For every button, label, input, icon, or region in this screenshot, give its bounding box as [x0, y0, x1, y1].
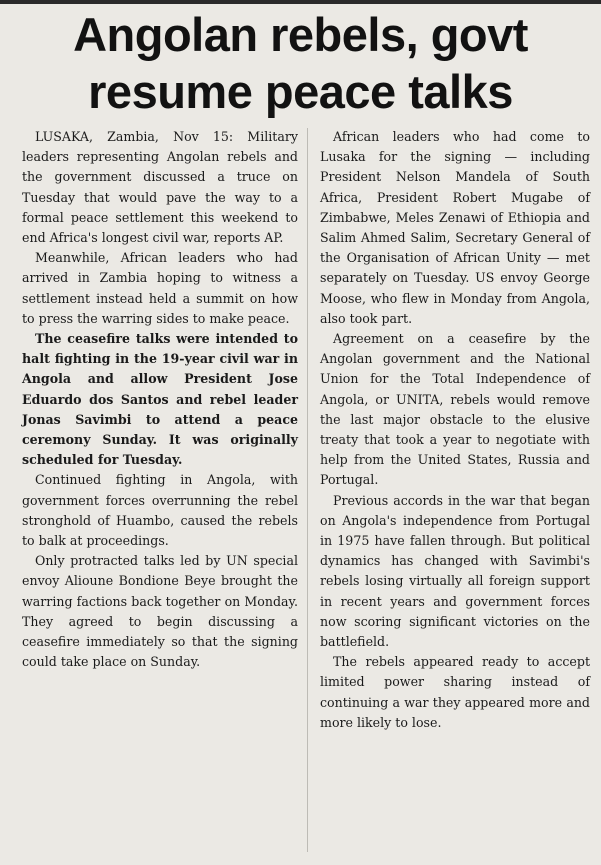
- paragraph: Previous accords in the war that began on Angola's independence from Portugal in 1975 have fallen through. But political dynamics has changed with Savimbi's rebels losing virtually all foreign support in recent years and government forces now scoring significant victories on the battlefield.: [320, 492, 590, 650]
- paragraph: African leaders who had come to Lusaka for the signing — including President Nelson Mandela of South Africa, President Robert Mugabe of Zimbabwe, Meles Zenawi of Ethiopia and Salim Ahmed Salim, Secretary General of the Organisation of African Unity — met separately on Tuesday. US envoy George Moose, who flew in Monday from Angola, also took part.: [320, 129, 590, 326]
- top-rule: [0, 0, 601, 4]
- paragraph: The ceasefire talks were intended to halt fighting in the 19-year civil war in Angola and allow President Jose Eduardo dos Santos and rebel leader Jonas Savimbi to attend a peace ceremony Sunday. It was originally scheduled for Tuesday.: [22, 331, 298, 468]
- paragraph: Meanwhile, African leaders who had arrived in Zambia hoping to witness a settlement instead held a summit on how to press the warring sides to make peace.: [22, 250, 298, 326]
- headline-line-2: resume peace talks: [88, 65, 513, 118]
- paragraph: Only protracted talks led by UN special envoy Alioune Bondione Beye brought the warring factions back together on Monday. They agreed to begin discussing a ceasefire immediately so that the signing could take place on Sunday.: [22, 553, 298, 670]
- paragraph: LUSAKA, Zambia, Nov 15: Military leaders representing Angolan rebels and the government discussed a truce on Tuesday that would pave the way to a formal peace settlement this weekend to end Africa's longest civil war, reports AP.: [22, 129, 298, 246]
- paragraph: Agreement on a ceasefire by the Angolan government and the National Union for the Total Independence of Angola, or UNITA, rebels would remove the last major obstacle to the elusive treaty that took a year to negotiate with help from the United States, Russia and Portugal.: [320, 331, 590, 488]
- left-column: [22, 127, 298, 672]
- headline: [0, 6, 601, 120]
- right-column: [320, 127, 590, 733]
- paragraph: Continued fighting in Angola, with government forces overrunning the rebel stronghold of Huambo, caused the rebels to balk at proceedings.: [22, 472, 298, 549]
- column-divider: [307, 128, 308, 852]
- paragraph: The rebels appeared ready to accept limited power sharing instead of continuing a war they appeared more and more likely to lose.: [320, 654, 590, 730]
- headline-line-1: Angolan rebels, govt: [73, 8, 528, 61]
